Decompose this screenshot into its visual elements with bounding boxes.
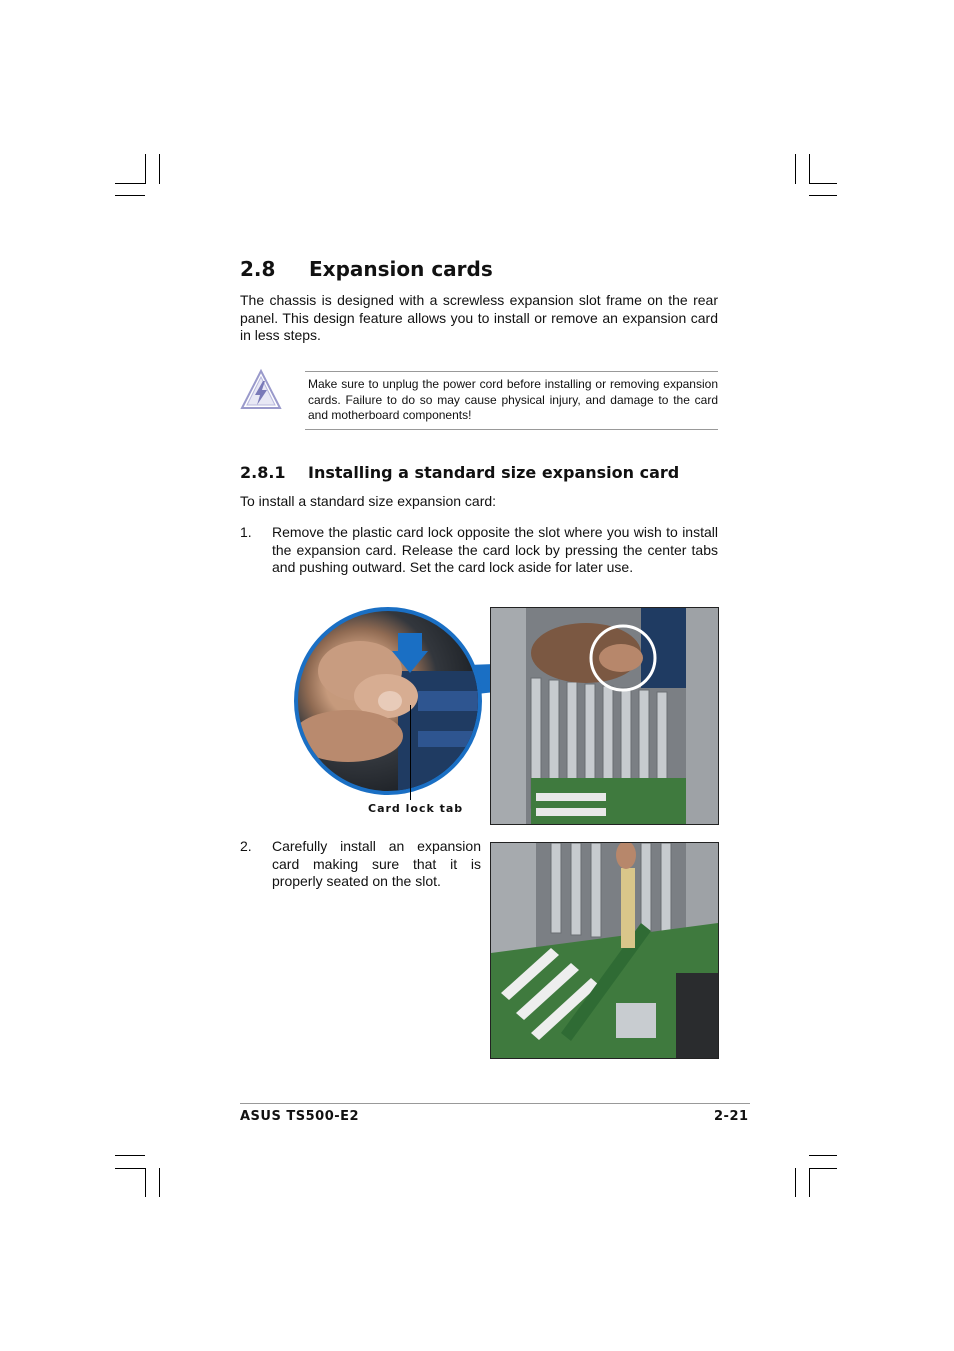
page-number: 2-21 (714, 1109, 749, 1124)
chassis-photo-install-card (490, 842, 719, 1059)
step-text: Carefully install an expansion card making sure that it is properly seated on the slot. (272, 838, 481, 889)
crop-mark (115, 1155, 145, 1156)
crop-mark (159, 154, 160, 184)
step-text: Remove the plastic card lock opposite the slot where you wish to install the expansion card. Release the card lock by pressing the center tabs and pushing outward. Set the card lock aside for later use. (272, 524, 718, 575)
footer-product: ASUS TS500-E2 (240, 1109, 360, 1124)
crop-mark (795, 1168, 796, 1197)
section-number: 2.8 (240, 257, 276, 281)
crop-mark (795, 154, 796, 184)
crop-mark (145, 154, 146, 184)
crop-mark (115, 183, 145, 184)
section-title: Expansion cards (309, 257, 493, 281)
subsection-title: Installing a standard size expansion card (308, 463, 680, 482)
crop-mark (115, 1168, 145, 1169)
warning-icon (239, 368, 283, 412)
crop-mark (809, 183, 837, 184)
crop-mark (809, 154, 810, 184)
chassis-photo-card-lock (490, 607, 719, 825)
crop-mark (809, 1168, 837, 1169)
crop-mark (159, 1168, 160, 1197)
subsection-number: 2.8.1 (240, 463, 286, 482)
lead-text: To install a standard size expansion card: (240, 493, 497, 509)
callout-line (410, 705, 411, 800)
footer-rule (240, 1103, 750, 1104)
callout-label: Card lock tab (368, 802, 464, 815)
note-text: Make sure to unplug the power cord before installing or removing expansion cards. Failure to do so may cause physical injury, and damage to the card and motherboard components! (308, 377, 718, 422)
crop-mark (145, 1168, 146, 1197)
crop-mark (809, 1168, 810, 1197)
step-number: 1. (240, 524, 252, 540)
note-top-rule (305, 371, 718, 372)
card-lock-closeup (294, 607, 482, 795)
step-number: 2. (240, 838, 252, 854)
crop-mark (809, 195, 837, 196)
crop-mark (115, 195, 145, 196)
note-bottom-rule (305, 429, 718, 430)
crop-mark (809, 1155, 837, 1156)
intro-paragraph: The chassis is designed with a screwless expansion slot frame on the rear panel. This design feature allows you to install or remove an expansion card in less steps. (240, 292, 718, 343)
